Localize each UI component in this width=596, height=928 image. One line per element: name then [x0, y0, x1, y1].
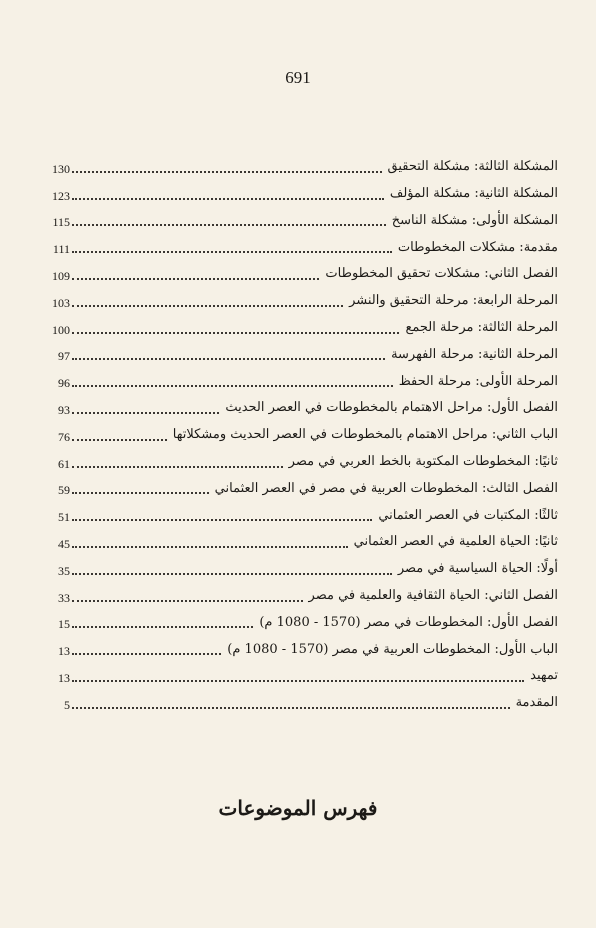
table-of-contents	[40, 152, 558, 715]
toc-page-number: 13	[58, 670, 70, 685]
toc-entry[interactable]	[40, 393, 558, 420]
dot-leader	[72, 465, 283, 468]
toc-page-number: 15	[58, 617, 70, 632]
toc-title: الفصل الأول: المخطوطات في مصر (1570 - 1080 م)	[259, 614, 558, 630]
dot-leader	[72, 197, 384, 200]
toc-title: ثانيًا: المخطوطات المكتوبة بالخط العربي في مصر	[288, 453, 558, 469]
toc-title: الفصل الثاني: الحياة الثقافية والعلمية في مصر	[308, 587, 558, 603]
dot-leader	[72, 170, 382, 173]
toc-title: الباب الأول: المخطوطات العربية في مصر (1570 - 1080 م)	[227, 641, 558, 657]
toc-entry[interactable]	[40, 661, 558, 688]
toc-page-number: 5	[64, 697, 70, 712]
dot-leader	[72, 545, 348, 548]
toc-page-number: 33	[58, 590, 70, 605]
toc-title: المشكلة الأولى: مشكلة الناسخ	[391, 212, 558, 228]
toc-entry[interactable]	[40, 474, 558, 501]
toc-title: المشكلة الثالثة: مشكلة التحقيق	[387, 159, 558, 175]
toc-title: أولًا: الحياة السياسية في مصر	[397, 561, 558, 577]
toc-title: الفصل الأول: مراحل الاهتمام بالمخطوطات في العصر الحديث	[225, 400, 558, 416]
toc-page-number: 100	[52, 322, 70, 337]
toc-title: الباب الثاني: مراحل الاهتمام بالمخطوطات في العصر الحديث ومشكلاتها	[172, 427, 558, 443]
toc-title: المرحلة الثانية: مرحلة الفهرسة	[391, 346, 558, 362]
toc-entry[interactable]	[40, 608, 558, 635]
toc-entry[interactable]	[40, 206, 558, 233]
toc-title: المشكلة الثانية: مشكلة المؤلف	[389, 186, 558, 201]
toc-page-number: 76	[58, 429, 70, 444]
toc-page-number: 61	[58, 456, 70, 471]
toc-page-number: 111	[52, 242, 70, 257]
toc-title: الفصل الثالث: المخطوطات العربية في مصر في العصر العثماني	[214, 480, 558, 496]
toc-title: تمهيد	[530, 668, 558, 684]
toc-page-number: 96	[58, 376, 70, 391]
toc-entry[interactable]	[40, 286, 558, 313]
toc-entry[interactable]	[40, 152, 558, 179]
toc-title: الفصل الثاني: مشكلات تحقيق المخطوطات	[325, 266, 558, 282]
toc-title: مقدمة: مشكلات المخطوطات	[397, 239, 558, 255]
page-number: 691	[285, 68, 311, 87]
dot-leader	[72, 652, 221, 655]
toc-entry[interactable]	[40, 313, 558, 340]
toc-entry[interactable]	[40, 447, 558, 474]
dot-leader	[72, 223, 386, 226]
toc-page-number: 35	[58, 563, 70, 578]
dot-leader	[72, 384, 393, 387]
toc-entry[interactable]	[40, 634, 558, 661]
dot-leader	[72, 572, 392, 575]
dot-leader	[72, 304, 343, 307]
dot-leader	[72, 599, 303, 602]
toc-page-number: 93	[58, 402, 70, 417]
toc-title: المقدمة	[515, 695, 558, 711]
toc-page-number: 115	[52, 215, 70, 230]
toc-entry[interactable]	[40, 527, 558, 554]
toc-page-number: 97	[58, 349, 70, 364]
toc-entry[interactable]	[40, 179, 558, 206]
toc-title: المرحلة الأولى: مرحلة الحفظ	[398, 373, 558, 389]
toc-title: المرحلة الثالثة: مرحلة الجمع	[405, 319, 558, 335]
dot-leader	[72, 491, 209, 494]
dot-leader	[72, 331, 399, 334]
toc-title: ثالثًا: المكتبات في العصر العثماني	[378, 507, 558, 523]
toc-entry[interactable]	[40, 259, 558, 286]
toc-page-number: 109	[52, 268, 70, 283]
toc-page-number: 51	[58, 510, 70, 525]
toc-entry[interactable]	[40, 232, 558, 259]
dot-leader	[72, 411, 219, 414]
toc-title: ثانيًا: الحياة العلمية في العصر العثماني	[353, 534, 558, 550]
toc-entry[interactable]	[40, 688, 558, 715]
toc-page-number: 45	[58, 536, 70, 551]
toc-page-number: 123	[52, 188, 70, 203]
toc-entry[interactable]	[40, 581, 558, 608]
toc-page-number: 59	[58, 483, 70, 498]
dot-leader	[72, 250, 392, 253]
toc-title: المرحلة الرابعة: مرحلة التحقيق والنشر	[349, 293, 558, 309]
dot-leader	[72, 357, 385, 360]
toc-page-number: 103	[52, 295, 70, 310]
toc-entry[interactable]	[40, 554, 558, 581]
toc-entry[interactable]	[40, 340, 558, 367]
dot-leader	[72, 625, 253, 628]
dot-leader	[72, 518, 372, 521]
contents-heading: فهرس الموضوعات	[218, 796, 378, 820]
toc-entry[interactable]	[40, 420, 558, 447]
dot-leader	[72, 438, 167, 441]
toc-page-number: 13	[58, 644, 70, 659]
dot-leader	[72, 706, 510, 709]
toc-page-number: 130	[52, 161, 70, 176]
dot-leader	[72, 679, 524, 682]
dot-leader	[72, 277, 319, 280]
toc-entry[interactable]	[40, 366, 558, 393]
toc-entry[interactable]	[40, 500, 558, 527]
